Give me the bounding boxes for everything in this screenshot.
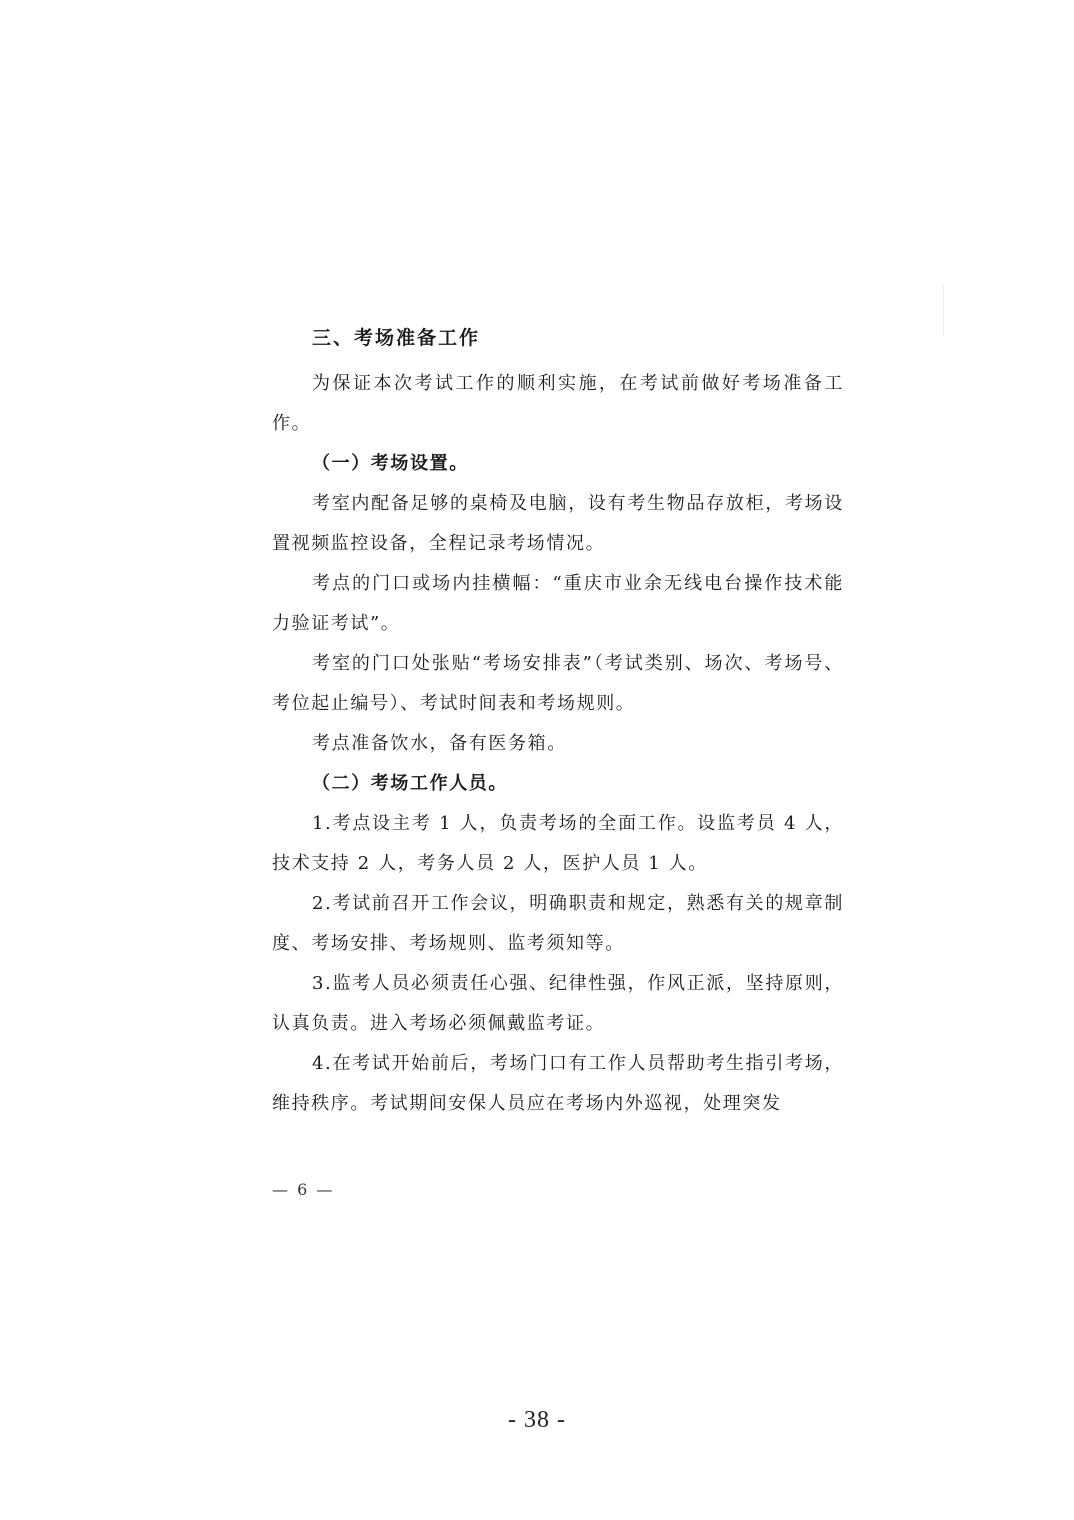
subheading-venue-setup: （一）考场设置。: [312, 453, 469, 474]
paragraph-meeting: 2.考试前召开工作会议，明确职责和规定，熟悉有关的规章制度、考场安排、考场规则、监考须知等。: [272, 893, 844, 954]
inner-page-number: — 6 —: [272, 1180, 335, 1199]
document-body: [272, 322, 844, 1124]
scan-artifact: [943, 285, 944, 335]
paragraph-intro: 为保证本次考试工作的顺利实施，在考试前做好考场准备工作。: [272, 373, 844, 434]
paragraph-staff-count: 1.考点设主考 1 人，负责考场的全面工作。设监考员 4 人，技术支持 2 人，考务人员 2 人，医护人员 1 人。: [272, 813, 844, 874]
section-heading: 三、考场准备工作: [312, 327, 481, 349]
paragraph-posted-schedule: 考室的门口处张贴“考场安排表”（考试类别、场次、考场号、考位起止编号）、考试时间表和考场规则。: [272, 653, 844, 714]
paragraph-banner: 考点的门口或场内挂横幅：“重庆市业余无线电台操作技术能力验证考试”。: [272, 573, 844, 634]
subheading-staff: （二）考场工作人员。: [312, 773, 508, 794]
paragraph-water-medical: 考点准备饮水，备有医务箱。: [312, 733, 567, 754]
outer-page-number: - 38 -: [508, 1407, 566, 1433]
paragraph-room-equipment: 考室内配备足够的桌椅及电脑，设有考生物品存放柜，考场设置视频监控设备，全程记录考场情况。: [272, 493, 844, 554]
paragraph-proctor-requirements: 3.监考人员必须责任心强、纪律性强，作风正派，坚持原则，认真负责。进入考场必须佩戴监考证。: [272, 973, 844, 1034]
paragraph-guidance: 4.在考试开始前后，考场门口有工作人员帮助考生指引考场，维持秩序。考试期间安保人员应在考场内外巡视，处理突发: [272, 1053, 844, 1114]
